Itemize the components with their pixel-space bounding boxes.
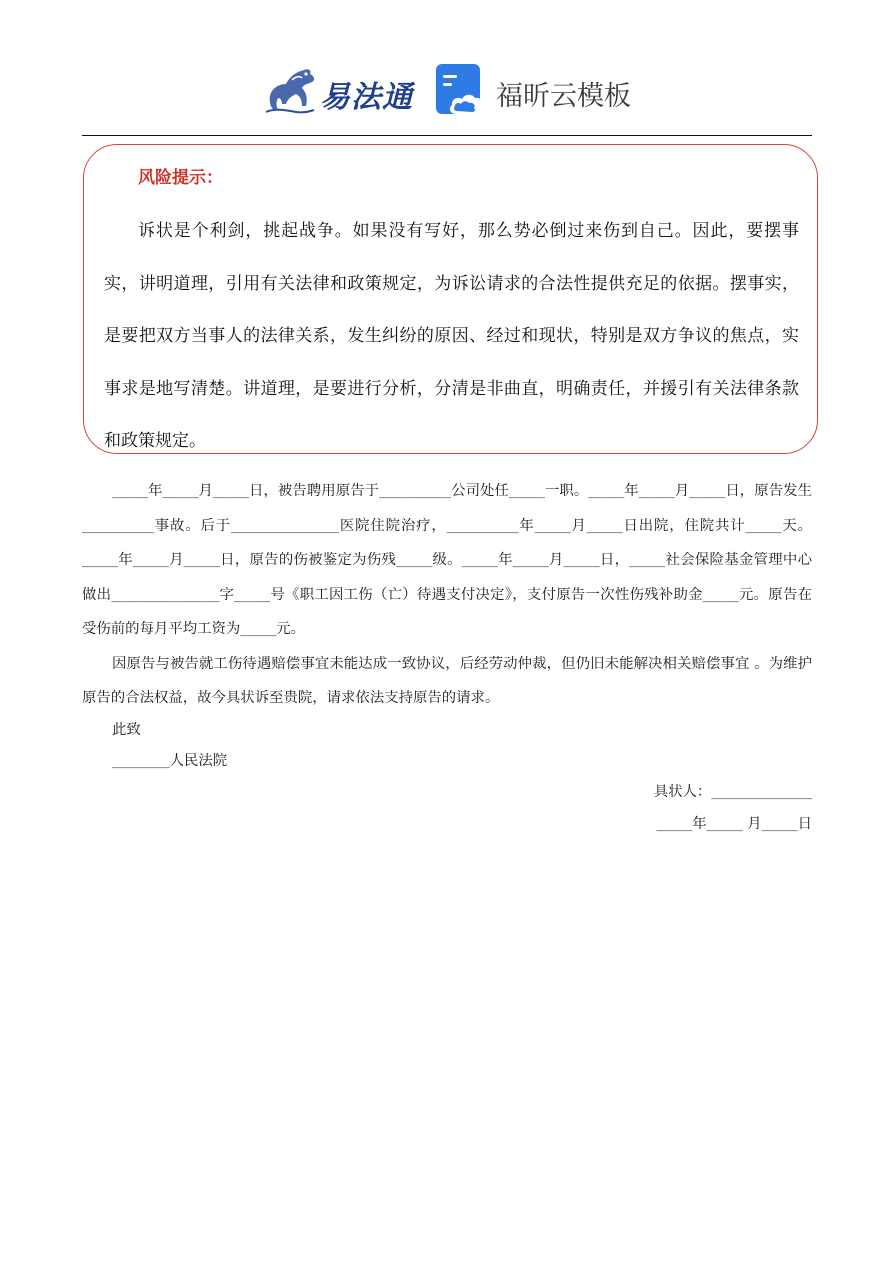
- risk-warning-text: 诉状是个利剑，挑起战争。如果没有写好，那么势必倒过来伤到自己。因此，要摆事实，讲明道理，引用有关法律和政策规定，为诉讼请求的合法性提供充足的依据。摆事实，是要把双方当事人的法律关系，发生纠纷的原因、经过和现状，特别是双方争议的焦点，实事求是地写清楚。讲道理，是要进行分析，分清是非曲直，明确责任，并援引有关法律条款和政策规定。: [104, 221, 799, 451]
- court-name-line: ________人民法院: [112, 753, 228, 769]
- page-header: [0, 0, 893, 136]
- claims-paragraph: 因原告与被告就工伤待遇赔偿事宜未能达成一致协议，后经劳动仲裁，但仍旧未能解决相关赔偿事宜 。为维护原告的合法权益，故今具状诉至贵院，请求依法支持原告的请求。: [82, 655, 812, 706]
- signer-line: 具状人：______________: [653, 784, 812, 800]
- yifatong-brand-text: 易法通: [320, 80, 413, 115]
- yifatong-logo: [262, 62, 412, 118]
- complaint-body: [82, 474, 812, 715]
- date-line: _____年_____ 月_____日: [656, 816, 812, 832]
- fuxin-brand-text: 福昕云模板: [496, 81, 631, 112]
- risk-warning-box: [83, 144, 818, 454]
- horse-icon: [262, 62, 322, 118]
- header-divider: [82, 135, 812, 136]
- salutation: 此致: [112, 722, 141, 738]
- cloud-document-icon: [436, 64, 488, 118]
- risk-warning-title: 风险提示：: [138, 168, 223, 188]
- fuxin-logo: [436, 64, 636, 118]
- facts-paragraph: _____年_____月_____日，被告聘用原告于__________公司处任_____一职。_____年_____月_____日，原告发生__________事故。后于_______________医院住院治疗，__________年_____月_____日出院，住院共计_____天。_____年_____月_____日，原告的伤被鉴定为伤残_____级。_____年_____月_____日，_____社会保险基金管理中心做出_______________字_____号《职工因工伤（亡）待遇支付决定》，支付原告一次性伤残补助金_____元。原告在受伤前的每月平均工资为_____元。: [82, 483, 812, 637]
